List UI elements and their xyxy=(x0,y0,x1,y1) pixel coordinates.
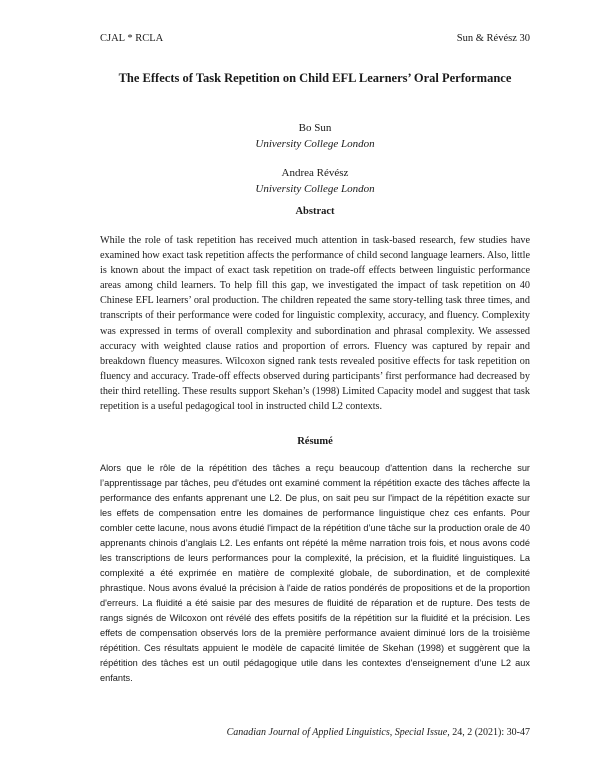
running-header-left: CJAL * RCLA xyxy=(100,33,164,44)
abstract-text: While the role of task repetition has received much attention in task-based research, few studies have examined how exact task repetition affects the performance of child second language learners. Also, little is known about the impact of exact task repetition on trade-off effects between linguistic performance areas among child learners. To help fill this gap, we investigated the impact of task repetition on 40 Chinese EFL learners’ oral production. The children repeated the same story-telling task three times, and transcripts of their performance were coded for linguistic complexity, accuracy, and fluency. Complexity was expressed in terms of overall complexity and subordination and phrasal complexity. We assessed accuracy with weighted clause ratios and proportion of errors. Fluency was captured by repair and breakdown fluency measures. Wilcoxon signed rank tests revealed positive effects for task repetition on fluency and accuracy. Trade-off effects observed during participants’ first performance had decreased by their third retelling. These results support Skehan’s (1998) Limited Capacity model and suggest that task repetition is a useful pedagogical tool in instructed child L2 contexts. xyxy=(100,235,530,413)
author-name: Bo Sun xyxy=(298,122,332,134)
author-name: Andrea Révész xyxy=(281,167,349,179)
running-header-right: Sun & Révész 30 xyxy=(456,33,530,44)
author-affiliation: University College London xyxy=(255,138,375,150)
journal-footer xyxy=(227,727,530,738)
author-affiliation: University College London xyxy=(255,183,375,195)
paper-title: The Effects of Task Repetition on Child EFL Learners’ Oral Performance xyxy=(118,71,512,85)
author-block-1 xyxy=(100,120,530,152)
journal-name: Canadian Journal of Applied Linguistics, Special Issue, xyxy=(226,727,450,738)
resume-text: Alors que le rôle de la répétition des tâches a reçu beaucoup d'attention dans la recherche sur l’apprentissage par tâches, peu d'études ont examiné comment la répétition exacte des tâches affecte la performance des enfants apprenant une L2. De plus, on sait peu sur l'impact de la répétition exacte sur les effets de compensation entre les domaines de performance linguistique chez ces enfants. Pour combler cette lacune, nous avons étudié l'impact de la répétition d’une tâche sur la production orale de 40 apprenants chinois d’anglais L2. Les enfants ont répété la même narration trois fois, et nous avons codé les transcriptions de leurs performances pour la complexité, la précision, et la fluidité linguistiques. La complexité a été exprimée en matière de complexité globale, de subordination, et de complexité phrastique. Nous avons évalué la précision à l'aide de ratios pondérés de propositions et de la proportion d'erreurs. La fluidité a été saisie par des mesures de fluidité de réparation et de rupture. Des tests de rangs signés de Wilcoxon ont révélé des effets positifs de la répétition sur la fluidité et la précision. Les effets de compensation observés lors de la première performance avaient diminué lors de la troisième répétition. Ces résultats appuient le modèle de capacité limitée de Skehan (1998) et suggèrent que la répétition des tâches est un outil pédagogique utile dans les contextes d'enseignement d’une L2 aux enfants. xyxy=(100,463,530,683)
abstract-heading: Abstract xyxy=(295,206,335,217)
journal-issue: 24, 2 (2021): 30-47 xyxy=(449,727,530,738)
author-block-2 xyxy=(100,165,530,197)
resume-heading: Résumé xyxy=(297,436,333,447)
